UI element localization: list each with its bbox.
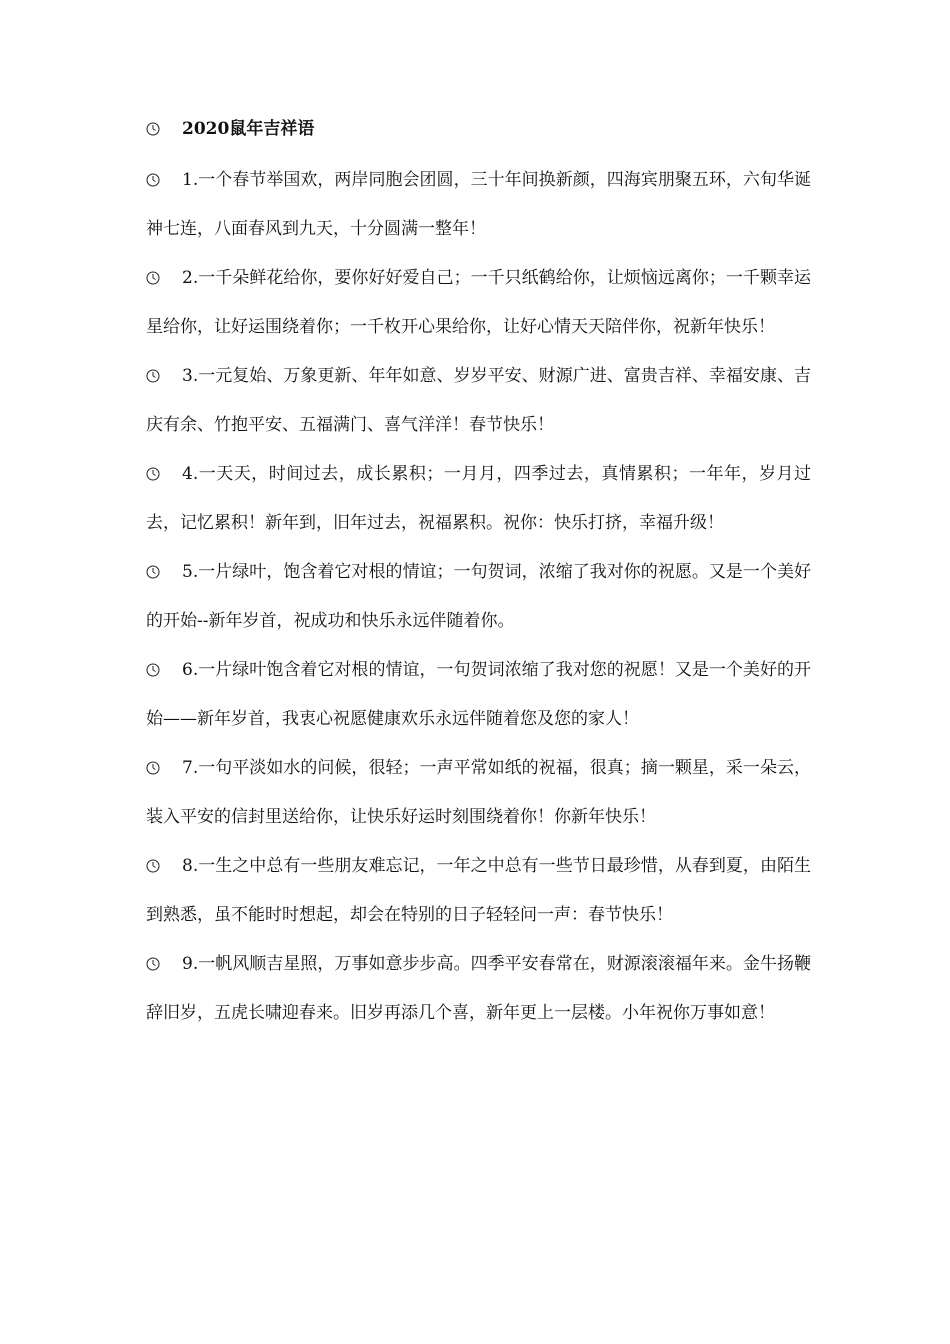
greeting-item [146,156,811,254]
clock-icon [146,663,160,677]
clock-icon [146,957,160,971]
greeting-item [146,842,811,940]
clock-icon [146,173,160,187]
greeting-item [146,940,811,1038]
greeting-text: 9.一帆风顺吉星照，万事如意步步高。四季平安春常在，财源滚滚福年来。金牛扬鞭辞旧岁，五虎长啸迎春来。旧岁再添几个喜，新年更上一层楼。小年祝你万事如意！ [146,954,811,1023]
greeting-item [146,254,811,352]
greeting-item [146,744,811,842]
clock-icon [146,859,160,873]
greeting-text: 3.一元复始、万象更新、年年如意、岁岁平安、财源广进、富贵吉祥、幸福安康、吉庆有余、竹抱平安、五福满门、喜气洋洋！春节快乐！ [146,366,811,435]
greeting-item [146,450,811,548]
greeting-item [146,548,811,646]
greeting-text: 8.一生之中总有一些朋友难忘记，一年之中总有一些节日最珍惜，从春到夏，由陌生到熟悉，虽不能时时想起，却会在特别的日子轻轻问一声：春节快乐！ [146,856,811,925]
greeting-text: 2.一千朵鲜花给你，要你好好爱自己；一千只纸鹤给你，让烦恼远离你；一千颗幸运星给你，让好运围绕着你；一千枚开心果给你，让好心情天天陪伴你，祝新年快乐！ [146,268,811,337]
clock-icon [146,761,160,775]
greeting-text: 4.一天天，时间过去，成长累积；一月月，四季过去，真情累积；一年年，岁月过去，记忆累积！新年到，旧年过去，祝福累积。祝你：快乐打挤，幸福升级！ [146,464,811,533]
greeting-text: 1.一个春节举国欢，两岸同胞会团圆，三十年间换新颜，四海宾朋聚五环，六旬华诞神七连，八面春风到九天，十分圆满一整年！ [146,170,811,239]
greeting-item [146,352,811,450]
greeting-text: 7.一句平淡如水的问候，很轻；一声平常如纸的祝福，很真；摘一颗星，采一朵云，装入平安的信封里送给你，让快乐好运时刻围绕着你！你新年快乐！ [146,758,811,827]
greeting-item [146,646,811,744]
greeting-text: 5.一片绿叶，饱含着它对根的情谊；一句贺词，浓缩了我对你的祝愿。又是一个美好的开始--新年岁首，祝成功和快乐永远伴随着你。 [146,562,811,631]
greeting-text: 6.一片绿叶饱含着它对根的情谊，一句贺词浓缩了我对您的祝愿！又是一个美好的开始——新年岁首，我衷心祝愿健康欢乐永远伴随着您及您的家人！ [146,660,811,729]
clock-icon [146,122,160,136]
greeting-list [146,156,811,1038]
document-title-row [146,110,811,148]
clock-icon [146,369,160,383]
clock-icon [146,271,160,285]
document-title: 2020鼠年吉祥语 [182,119,315,139]
document-content [146,110,811,1038]
clock-icon [146,467,160,481]
clock-icon [146,565,160,579]
